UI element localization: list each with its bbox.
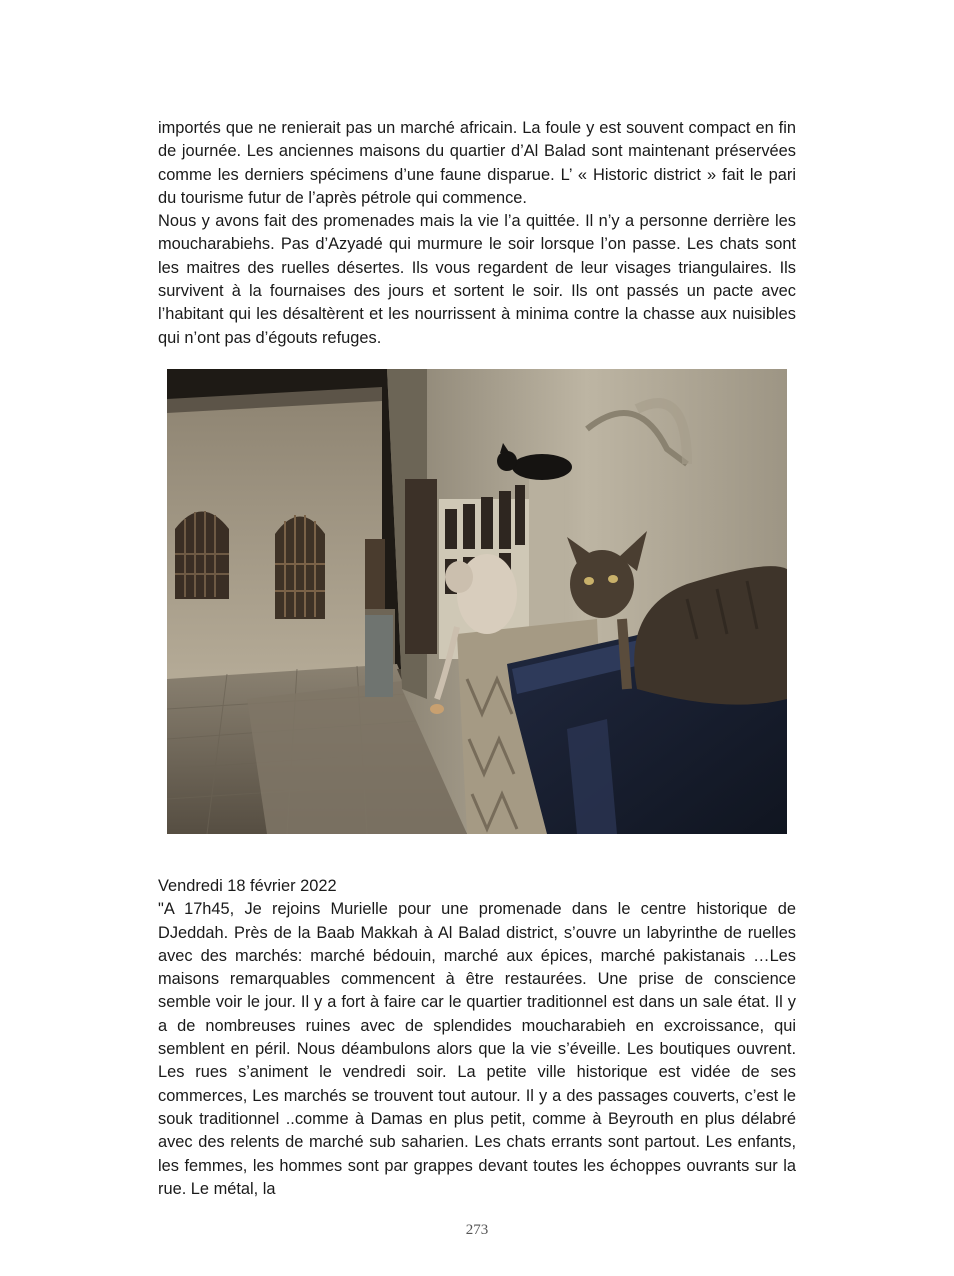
bottom-text-block xyxy=(158,875,796,1201)
photo-night-alley-cats xyxy=(167,369,787,834)
arched-window-middle xyxy=(275,515,325,619)
date-heading: Vendredi 18 février 2022 xyxy=(158,877,337,895)
page-number: 273 xyxy=(465,1222,489,1238)
arched-window-left xyxy=(175,511,229,599)
photo-illustration xyxy=(167,369,787,834)
paragraph-promenades: Nous y avons fait des promenades mais la vie l’a quittée. Il n’y a personne derrière les moucharabiehs. Pas d’Azyadé qui murmure le soir lorsque l’on passe. Les chats sont les maitres des ruelles désertes. Ils vous regardent de leur visages triangulaires. Ils survivent à la fournaises des jours et sortent le soir. Ils ont passés un pacte avec l’habitant qui les désaltèrent et les nourrissent à minima contre la chasse aux nuisibles qui n’ont pas d’égouts refuges. xyxy=(158,212,796,347)
top-text-block xyxy=(158,117,796,350)
paragraph-walk: "A 17h45, Je rejoins Murielle pour une promenade dans le centre historique de DJeddah. Près de la Baab Makkah à Al Balad district, s’ouvre un labyrinthe de ruelles avec des marchés: marché bédouin, marché aux épices, marché pakistanais …Les maisons remarquables commencent à être restaurées. Une prise de conscience semble voir le jour. Il y a fort à faire car le quartier traditionnel est dans un sale état. Il y a de nombreuses ruines avec de splendides moucharabieh en excroissance, qui semblent en péril. Nous déambulons alors que la vie s’éveille. Les boutiques ouvrent. Les rues s’animent le vendredi soir. La petite ville historique est vidée de ses commerces, Les marchés se trouvent tout autour. Il y a des passages couverts, c’est le souk traditionnel ..comme à Damas en plus petit, comme à Beyrouth en plus délabré avec des relents de marché sub saharien. Les chats errants sont partout. Les enfants, les femmes, les hommes sont par grappes devant toutes les échoppes ouvrants sur la rue. Le métal, la xyxy=(158,900,796,1198)
paragraph-market: importés que ne renierait pas un marché africain. La foule y est souvent compact en fin de journée. Les anciennes maisons du quartier d’Al Balad sont maintenant préservées comme les derniers spécimens d’une faune disparue. L’ « Historic district » fait le pari du tourisme futur de l’après pétrole qui commence. xyxy=(158,119,796,207)
